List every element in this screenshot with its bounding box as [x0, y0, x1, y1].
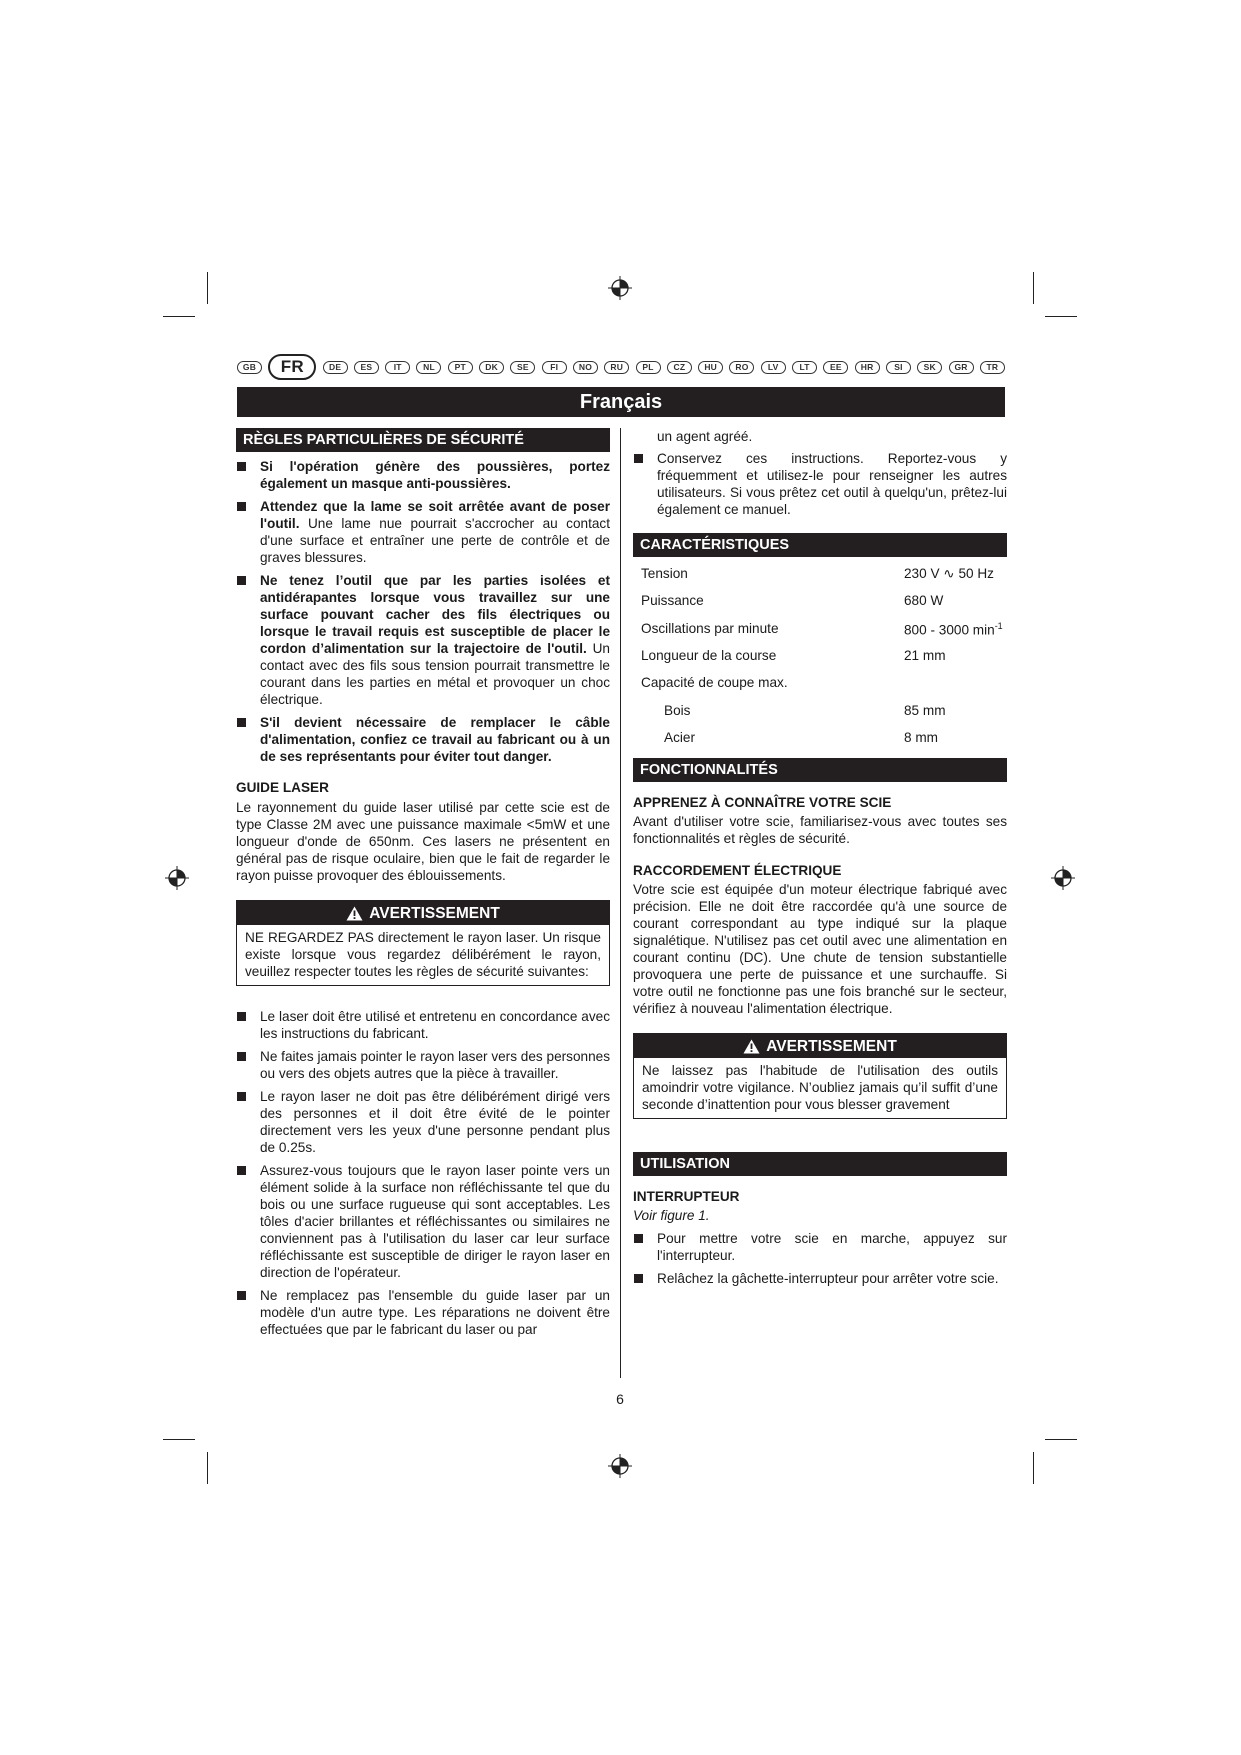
list-item [633, 1270, 1007, 1287]
bullet-icon [634, 1234, 643, 1243]
bullet-text: Assurez-vous toujours que le rayon laser pointe vers un élément solide à la surface non réfléchissante tel que du bois ou une surface rugueuse qui sont acceptables. Les tôles d'acier brillantes et réfléchissantes ou similaires ne conviennent pas à l'utilisation du laser car leur surface réfléchissante est susceptible de diriger le rayon laser en direction de l'opérateur. [260, 1163, 610, 1280]
lang-badge: RU [604, 361, 629, 374]
bullet-icon [237, 1012, 246, 1021]
crop-mark [163, 1439, 195, 1440]
lang-badge: PT [448, 361, 473, 374]
lang-badge: ES [354, 361, 379, 374]
lang-badge: GR [949, 361, 974, 374]
bullet-text-bold: Ne tenez l’outil que par les parties isolées et antidérapantes lorsque vous travaillez sur une surface pouvant cacher des fils électriques ou lorsque le travail requis est susceptible de placer le cordon d’alimentation sur la trajectoire de l'outil. [260, 573, 610, 656]
electrical-paragraph: Votre scie est équipée d'un moteur électrique fabriqué avec précision. Elle ne doit être raccordée qu'à une source de courant correspondant au type indiqué sur la plaque signalétique. N'utilisez pas cet outil avec une alimentation en courant continu (DC). Une chute de tension substantielle provoquera une perte de puissance et une surchauffe. Si votre outil ne fonctionne pas une fois branché sur le secteur, vérifiez à nouveau l'alimentation électrique. [633, 882, 1007, 1017]
bullet-text: Pour mettre votre scie en marche, appuyez sur l'interrupteur. [657, 1231, 1007, 1264]
warning-text: Ne laissez pas l'habitude de l'utilisation des outils amoindrir votre vigilance. N’oubliez jamais qu’il suffit d’une seconde d’inattention pour vous blesser gravement [642, 1063, 998, 1113]
lang-badge: NO [573, 361, 598, 374]
bullet-icon [237, 1092, 246, 1101]
bullet-icon [237, 502, 246, 511]
lang-badge: SI [886, 361, 911, 374]
list-item [236, 572, 610, 708]
spec-label: Capacité de coupe max. [641, 675, 788, 691]
lang-badge: DK [479, 361, 504, 374]
bullet-text: S'il devient nécessaire de remplacer le câble d'alimentation, confiez ce travail au fabricant ou à un de ses représentants pour éviter tout danger. [260, 715, 610, 764]
spec-value: 8 mm [904, 729, 938, 745]
lang-badge: LT [792, 361, 817, 374]
list-item [236, 1162, 610, 1281]
bullet-text: Si l'opération génère des poussières, portez également un masque anti-poussières. [260, 459, 610, 491]
spec-label: Longueur de la course [641, 648, 777, 664]
lang-badge: HR [855, 361, 880, 374]
registration-mark-icon [164, 865, 190, 891]
warning-box [633, 1033, 1007, 1119]
section-heading-features: FONCTIONNALITÉS [633, 758, 1007, 782]
bullet-icon [237, 462, 246, 471]
list-item [236, 1287, 610, 1338]
warning-triangle-icon [346, 906, 363, 921]
laser-paragraph: Le rayonnement du guide laser utilisé par cette scie est de type Classe 2M avec une puissance maximale <5mW et une longueur d'onde de 650nm. Ces lasers ne présentent en général pas de risque oculaire, bien que le fait de regarder le rayon puisse provoquer des éblouissements. [236, 800, 610, 883]
spec-label: Bois [664, 702, 691, 718]
specs-table [633, 560, 1007, 751]
spec-value: 800 - 3000 min [904, 622, 995, 638]
crop-mark [1033, 272, 1034, 304]
bullet-icon [237, 718, 246, 727]
page-number: 6 [616, 1391, 624, 1407]
table-row [633, 587, 1007, 614]
list-item [236, 714, 610, 765]
lang-badge: EE [823, 361, 848, 374]
continued-text: un agent agréé. [657, 429, 753, 444]
section-heading-use: UTILISATION [633, 1152, 1007, 1176]
warning-label: AVERTISSEMENT [766, 1037, 897, 1055]
spec-value: 230 V ∿ 50 Hz [904, 566, 994, 582]
bullet-text: Le laser doit être utilisé et entretenu en concordance avec les instructions du fabricant. [260, 1009, 610, 1041]
warning-triangle-icon [743, 1039, 760, 1054]
registration-mark-icon [1050, 865, 1076, 891]
bullet-text: Une lame nue pourrait s'accrocher au contact d'une surface et entraîner une perte de contrôle et de graves blessures. [260, 516, 610, 565]
subheading-electrical: RACCORDEMENT ÉLECTRIQUE [633, 863, 842, 879]
list-item [236, 1088, 610, 1156]
lang-badge: LV [761, 361, 786, 374]
spec-value-superscript: -1 [994, 620, 1003, 631]
table-row [633, 560, 1007, 587]
lang-badge: SE [510, 361, 535, 374]
bullet-icon [237, 1291, 246, 1300]
bullet-text: Ne faites jamais pointer le rayon laser vers des personnes ou vers des objets autres que la pièce à travailler. [260, 1049, 610, 1081]
bullet-text: Conservez ces instructions. Reportez-vous y fréquemment et utilisez-le pour renseigner les autres utilisateurs. Si vous prêtez cet outil à quelqu'un, prêtez-lui également ce manuel. [657, 451, 1007, 517]
bullet-text: Relâchez la gâchette-interrupteur pour arrêter votre scie. [657, 1271, 999, 1287]
bullet-icon [237, 1166, 246, 1175]
list-item [236, 498, 610, 566]
page-title: Français [237, 387, 1005, 417]
bullet-icon [634, 1274, 643, 1283]
crop-mark [1045, 316, 1077, 317]
spec-label: Tension [641, 566, 688, 582]
language-selector [237, 353, 1005, 381]
bullet-icon [237, 576, 246, 585]
registration-mark-icon [607, 275, 633, 301]
left-column [236, 428, 610, 1338]
subheading-switch: INTERRUPTEUR [633, 1189, 740, 1205]
right-column [633, 428, 1007, 1287]
list-item [236, 1008, 610, 1042]
lang-badge: DE [323, 361, 348, 374]
warning-header [634, 1034, 1006, 1058]
spec-label: Oscillations par minute [641, 620, 779, 636]
warning-header [237, 901, 609, 925]
bullet-text: Le rayon laser ne doit pas être délibérément dirigé vers des personnes et il doit être évité de le pointer directement vers les yeux d'une personne pendant plus de 0.25s. [260, 1089, 610, 1155]
list-item [236, 1048, 610, 1082]
warning-box [236, 900, 610, 986]
lang-badge: IT [385, 361, 410, 374]
bullet-text-bold: Attendez que la lame se soit arrêtée avant de poser l'outil. [260, 499, 610, 531]
lang-badge: PL [636, 361, 661, 374]
warning-label: AVERTISSEMENT [369, 904, 500, 922]
spec-value: 21 mm [904, 648, 946, 664]
registration-mark-icon [607, 1453, 633, 1479]
bullet-icon [634, 454, 643, 463]
crop-mark [207, 1452, 208, 1484]
table-row [633, 696, 1007, 723]
spec-value: 85 mm [904, 702, 946, 718]
spec-label: Acier [664, 729, 695, 745]
subheading-laser: GUIDE LASER [236, 780, 329, 795]
figure-reference: Voir figure 1. [633, 1208, 710, 1224]
lang-badge: SK [917, 361, 942, 374]
spec-value-cell [904, 615, 1007, 642]
crop-mark [1033, 1452, 1034, 1484]
section-heading-safety: RÈGLES PARTICULIÈRES DE SÉCURITÉ [236, 428, 610, 452]
know-paragraph: Avant d'utiliser votre scie, familiarisez-vous avec toutes ses fonctionnalités et règles de sécurité. [633, 814, 1007, 847]
crop-mark [1045, 1439, 1077, 1440]
lang-badge: NL [416, 361, 441, 374]
section-heading-specs: CARACTÉRISTIQUES [633, 533, 1007, 557]
column-divider [620, 428, 621, 1378]
subheading-know: APPRENEZ À CONNAÎTRE VOTRE SCIE [633, 795, 892, 811]
lang-badge: FI [542, 361, 567, 374]
crop-mark [207, 272, 208, 304]
lang-badge: HU [698, 361, 723, 374]
spec-label: Puissance [641, 593, 704, 609]
spec-value: 680 W [904, 593, 944, 609]
lang-badge: GB [237, 361, 262, 374]
table-row [633, 724, 1007, 751]
lang-badge: TR [980, 361, 1005, 374]
list-item [633, 450, 1007, 518]
bullet-text: Un contact avec des fils sous tension pourrait transmettre le courant dans les parties en métal et provoquer un choc électrique. [260, 641, 610, 707]
table-row [633, 642, 1007, 669]
bullet-text: Ne remplacez pas l'ensemble du guide laser par un modèle d'un autre type. Les réparations ne doivent être effectuées que par le fabricant du laser ou par [260, 1288, 610, 1337]
table-row [633, 615, 1007, 642]
crop-mark [163, 316, 195, 317]
spec-value [904, 669, 1007, 696]
list-item [633, 1230, 1007, 1264]
bullet-icon [237, 1052, 246, 1061]
lang-badge: CZ [667, 361, 692, 374]
table-row [633, 669, 1007, 696]
lang-badge: RO [729, 361, 754, 374]
warning-text: NE REGARDEZ PAS directement le rayon laser. Un risque existe lorsque vous regardez délibérément le rayon, veuillez respecter toutes les règles de sécurité suivantes: [245, 930, 601, 979]
list-item [236, 458, 610, 492]
lang-badge-active: FR [268, 354, 316, 380]
